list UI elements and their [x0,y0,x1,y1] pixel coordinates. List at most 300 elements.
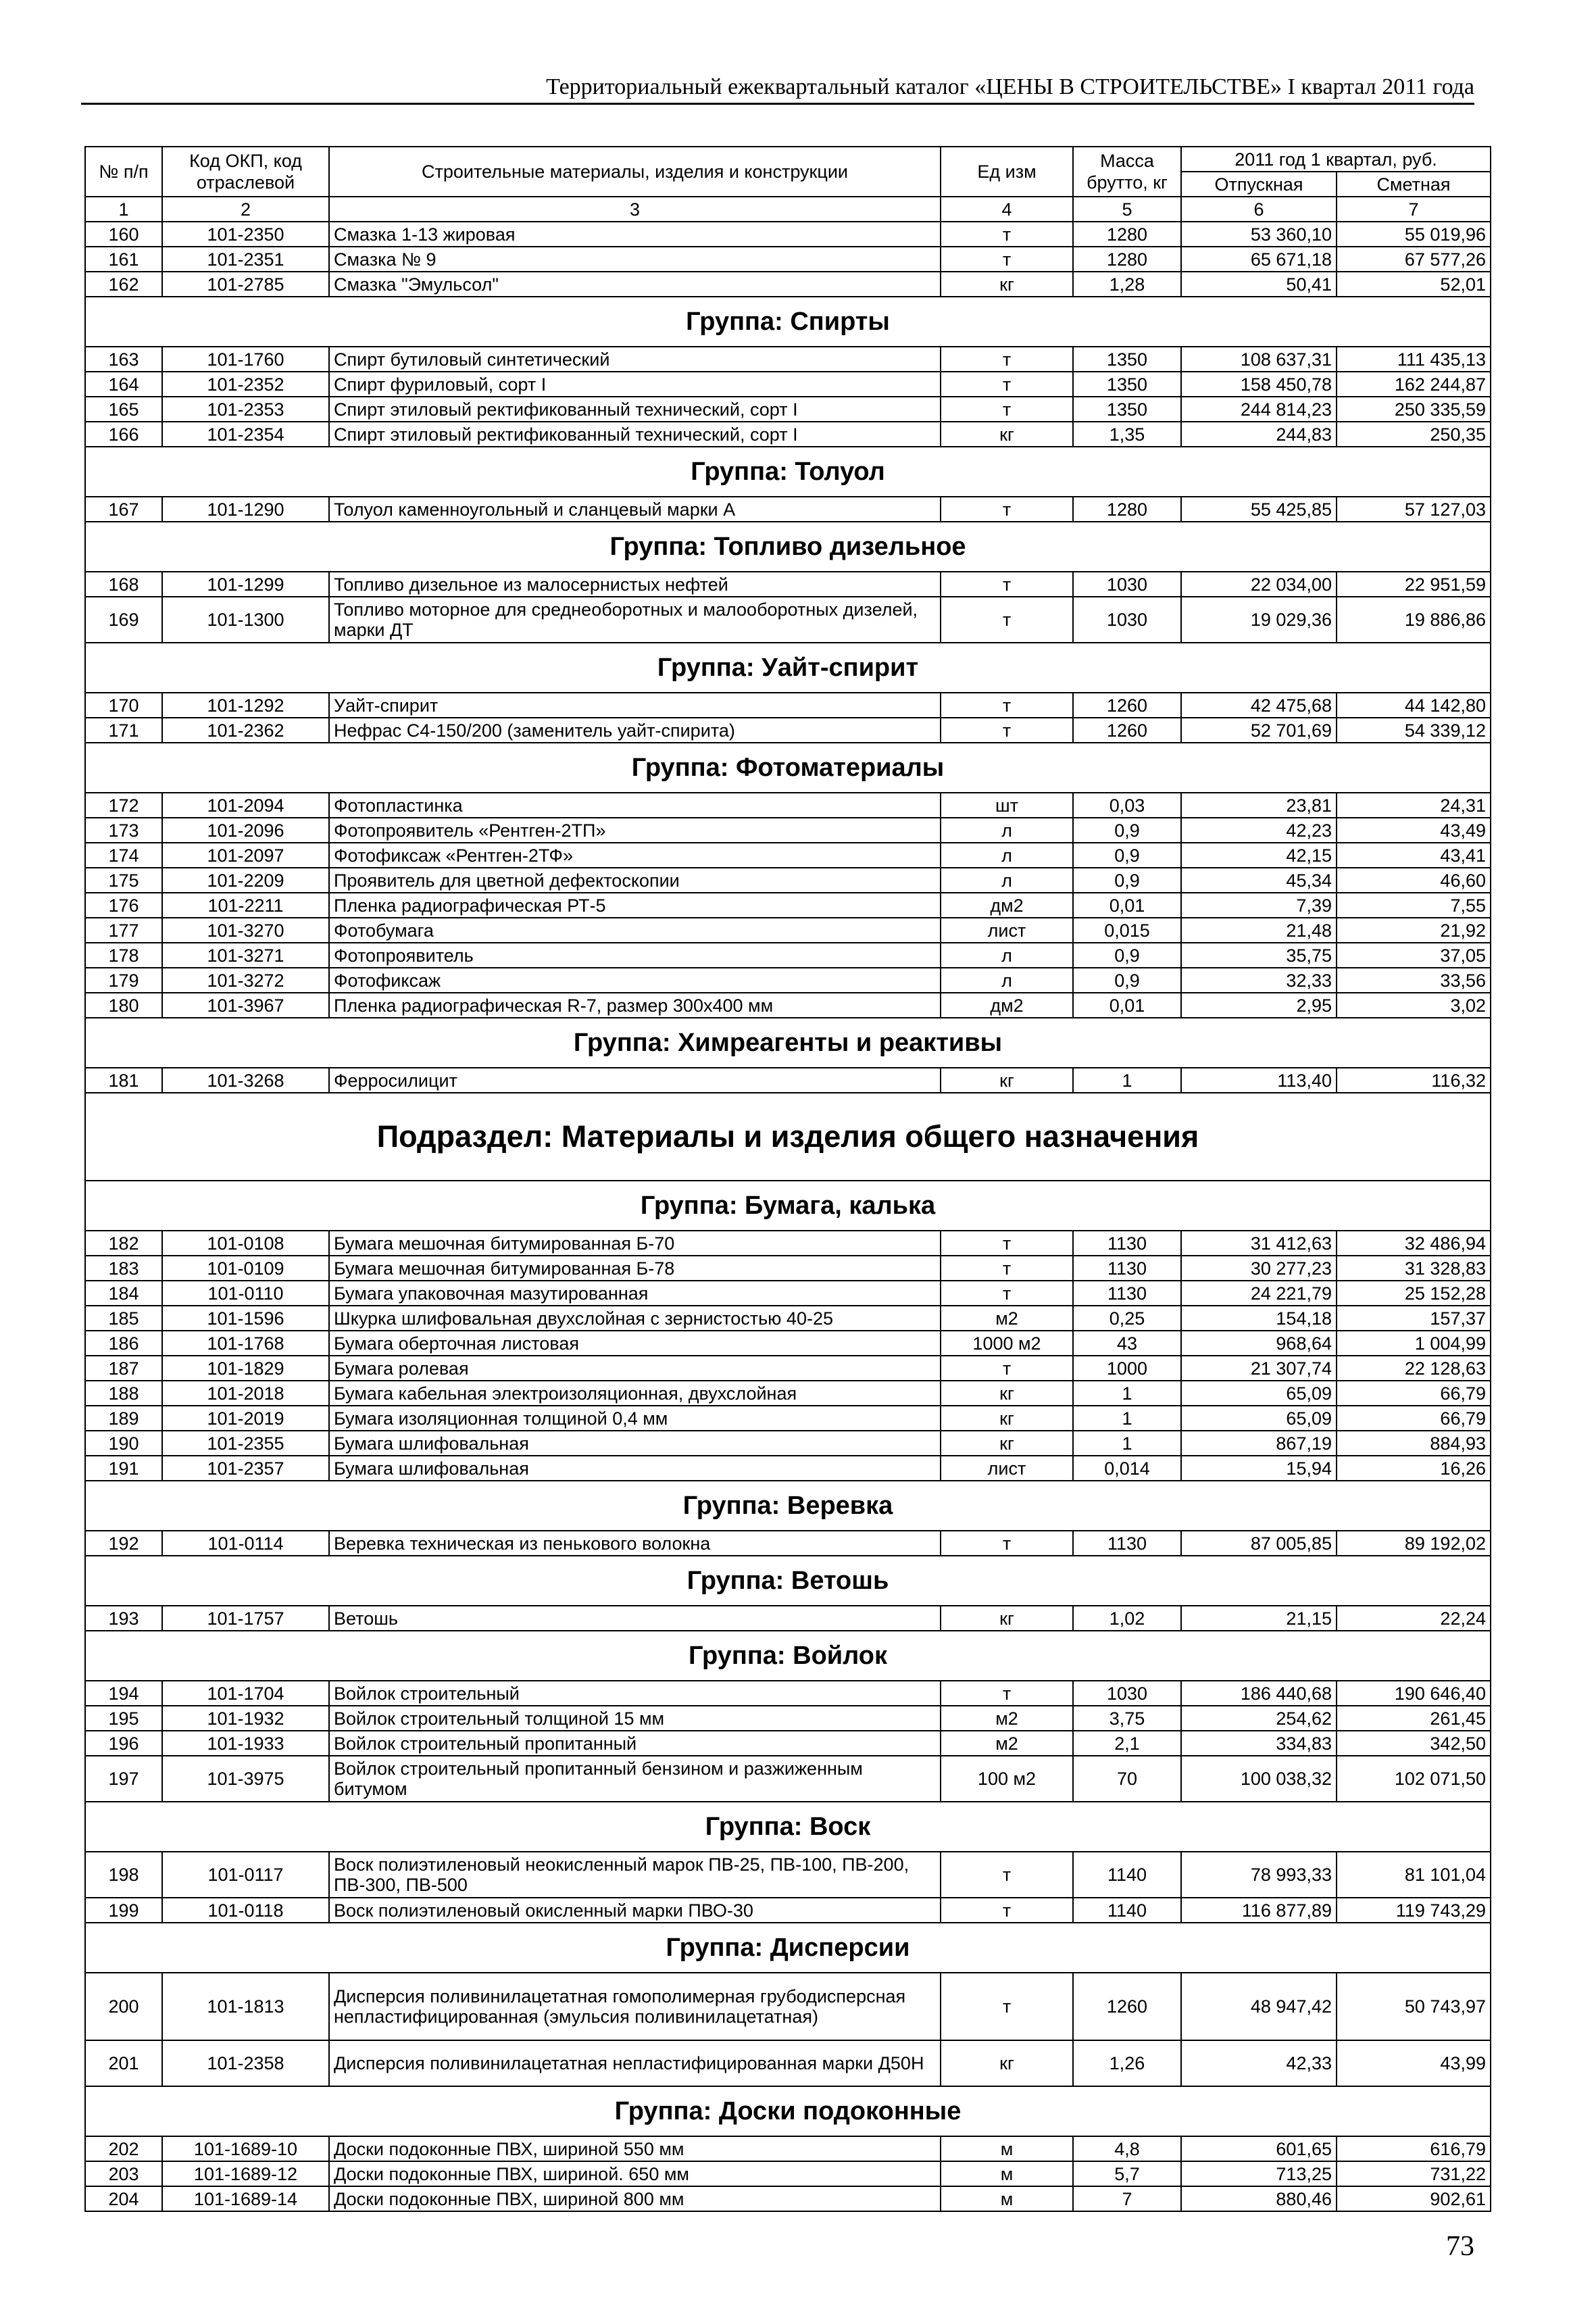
cell-release-price: 880,46 [1181,2186,1337,2211]
cell-name: Бумага изоляционная толщиной 0,4 мм [329,1406,941,1431]
cell-mass: 1130 [1073,1256,1181,1281]
cell-num: 178 [85,943,162,968]
group-title: Группа: Веревка [85,1481,1491,1531]
cell-release-price: 334,83 [1181,1731,1337,1756]
cell-code: 101-1292 [162,693,329,718]
cell-estimate-price: 22,24 [1337,1606,1491,1631]
cell-name: Бумага мешочная битумированная Б-70 [329,1231,941,1256]
table-row [85,1731,1491,1756]
cell-estimate-price: 43,49 [1337,818,1491,843]
cell-code: 101-2209 [162,868,329,893]
table-row [85,1852,1491,1898]
cell-num: 160 [85,222,162,247]
cell-name: Бумага оберточная листовая [329,1331,941,1356]
table-row [85,868,1491,893]
cell-code: 101-2353 [162,397,329,422]
cell-release-price: 154,18 [1181,1306,1337,1331]
table-row [85,1531,1491,1556]
column-number: 3 [329,197,941,222]
cell-name: Доски подоконные ПВХ, шириной. 650 мм [329,2161,941,2186]
cell-mass: 1,35 [1073,422,1181,447]
cell-unit: лист [941,918,1073,943]
cell-unit: м2 [941,1706,1073,1731]
cell-name: Проявитель для цветной дефектоскопии [329,868,941,893]
cell-estimate-price: 50 743,97 [1337,1973,1491,2040]
header-num: № п/п [85,147,162,197]
cell-unit: м2 [941,1306,1073,1331]
group-heading-row [85,743,1491,793]
table-row [85,222,1491,247]
group-title: Группа: Толуол [85,447,1491,497]
cell-release-price: 19 029,36 [1181,597,1337,643]
cell-unit: кг [941,1606,1073,1631]
cell-unit: т [941,1898,1073,1923]
table-row [85,422,1491,447]
cell-estimate-price: 261,45 [1337,1706,1491,1731]
cell-unit: т [941,222,1073,247]
cell-unit: т [941,1256,1073,1281]
header-unit: Ед изм [941,147,1073,197]
table-row [85,918,1491,943]
cell-code: 101-1813 [162,1973,329,2040]
cell-num: 185 [85,1306,162,1331]
table-row [85,818,1491,843]
cell-estimate-price: 43,41 [1337,843,1491,868]
cell-estimate-price: 342,50 [1337,1731,1491,1756]
cell-release-price: 31 412,63 [1181,1231,1337,1256]
cell-num: 191 [85,1456,162,1481]
column-number: 6 [1181,197,1337,222]
cell-estimate-price: 66,79 [1337,1381,1491,1406]
cell-unit: кг [941,422,1073,447]
cell-release-price: 244 814,23 [1181,397,1337,422]
cell-estimate-price: 46,60 [1337,868,1491,893]
cell-mass: 1260 [1073,693,1181,718]
cell-estimate-price: 616,79 [1337,2136,1491,2161]
cell-release-price: 713,25 [1181,2161,1337,2186]
cell-name: Пленка радиографическая R-7, размер 300х400 мм [329,993,941,1018]
table-row [85,1456,1491,1481]
cell-release-price: 244,83 [1181,422,1337,447]
cell-release-price: 116 877,89 [1181,1898,1337,1923]
cell-mass: 1350 [1073,372,1181,397]
cell-unit: т [941,397,1073,422]
cell-name: Войлок строительный толщиной 15 мм [329,1706,941,1731]
cell-release-price: 50,41 [1181,272,1337,297]
cell-code: 101-2096 [162,818,329,843]
cell-name: Топливо дизельное из малосернистых нефтей [329,572,941,597]
group-title: Группа: Спирты [85,297,1491,347]
cell-mass: 1,28 [1073,272,1181,297]
table-body [85,222,1491,2211]
cell-num: 176 [85,893,162,918]
cell-name: Войлок строительный пропитанный бензином и разжиженным битумом [329,1756,941,1802]
cell-mass: 1130 [1073,1231,1181,1256]
cell-num: 202 [85,2136,162,2161]
cell-estimate-price: 111 435,13 [1337,347,1491,372]
cell-num: 164 [85,372,162,397]
cell-name: Фотопроявитель [329,943,941,968]
cell-name: Доски подоконные ПВХ, шириной 800 мм [329,2186,941,2211]
table-row [85,993,1491,1018]
cell-estimate-price: 22 128,63 [1337,1356,1491,1381]
header-price-group: 2011 год 1 квартал, руб. [1181,147,1491,172]
column-number: 5 [1073,197,1181,222]
cell-release-price: 32,33 [1181,968,1337,993]
table-row [85,1431,1491,1456]
cell-mass: 0,03 [1073,793,1181,818]
table-row [85,793,1491,818]
cell-num: 168 [85,572,162,597]
cell-mass: 1280 [1073,497,1181,522]
cell-estimate-price: 16,26 [1337,1456,1491,1481]
cell-code: 101-2097 [162,843,329,868]
cell-release-price: 65 671,18 [1181,247,1337,272]
table-row [85,497,1491,522]
cell-name: Спирт фуриловый, сорт I [329,372,941,397]
cell-num: 186 [85,1331,162,1356]
cell-name: Фотопластинка [329,793,941,818]
cell-code: 101-1768 [162,1331,329,1356]
cell-unit: м2 [941,1731,1073,1756]
cell-estimate-price: 24,31 [1337,793,1491,818]
cell-num: 184 [85,1281,162,1306]
cell-release-price: 42 475,68 [1181,693,1337,718]
table-row [85,1381,1491,1406]
cell-unit: дм2 [941,893,1073,918]
cell-name: Шкурка шлифовальная двухслойная с зернистостью 40-25 [329,1306,941,1331]
group-heading-row [85,297,1491,347]
cell-mass: 3,75 [1073,1706,1181,1731]
cell-unit: л [941,943,1073,968]
table-row [85,2136,1491,2161]
cell-unit: т [941,693,1073,718]
cell-name: Бумага кабельная электроизоляционная, двухслойная [329,1381,941,1406]
cell-release-price: 42,23 [1181,818,1337,843]
cell-mass: 0,9 [1073,943,1181,968]
cell-code: 101-0110 [162,1281,329,1306]
group-heading-row [85,1181,1491,1231]
cell-code: 101-1290 [162,497,329,522]
table-row [85,1281,1491,1306]
cell-name: Веревка техническая из пенькового волокна [329,1531,941,1556]
cell-name: Нефрас С4-150/200 (заменитель уайт-спирита) [329,718,941,743]
cell-code: 101-0118 [162,1898,329,1923]
cell-num: 183 [85,1256,162,1281]
cell-name: Уайт-спирит [329,693,941,718]
table-row [85,597,1491,643]
cell-estimate-price: 32 486,94 [1337,1231,1491,1256]
cell-mass: 1,02 [1073,1606,1181,1631]
cell-num: 197 [85,1756,162,1802]
cell-release-price: 45,34 [1181,868,1337,893]
cell-release-price: 867,19 [1181,1431,1337,1456]
table-row [85,893,1491,918]
cell-unit: дм2 [941,993,1073,1018]
cell-unit: л [941,968,1073,993]
cell-estimate-price: 731,22 [1337,2161,1491,2186]
cell-num: 173 [85,818,162,843]
cell-unit: кг [941,1068,1073,1093]
cell-code: 101-3967 [162,993,329,1018]
cell-name: Войлок строительный пропитанный [329,1731,941,1756]
cell-release-price: 48 947,42 [1181,1973,1337,2040]
cell-name: Фотофиксаж [329,968,941,993]
cell-num: 166 [85,422,162,447]
cell-num: 169 [85,597,162,643]
cell-unit: м [941,2136,1073,2161]
cell-num: 187 [85,1356,162,1381]
cell-release-price: 100 038,32 [1181,1756,1337,1802]
cell-code: 101-1689-10 [162,2136,329,2161]
table-row [85,1681,1491,1706]
cell-release-price: 42,33 [1181,2040,1337,2086]
cell-name: Дисперсия поливинилацетатная гомополимерная грубодисперсная непластифицированная (эмульсия поливинилацетатная) [329,1973,941,2040]
cell-unit: т [941,497,1073,522]
group-title: Группа: Ветошь [85,1556,1491,1606]
cell-code: 101-1932 [162,1706,329,1731]
cell-release-price: 113,40 [1181,1068,1337,1093]
cell-name: Воск полиэтиленовый неокисленный марок ПВ-25, ПВ-100, ПВ-200, ПВ-300, ПВ-500 [329,1852,941,1898]
cell-mass: 0,01 [1073,993,1181,1018]
table-row [85,1068,1491,1093]
cell-code: 101-1760 [162,347,329,372]
cell-code: 101-3271 [162,943,329,968]
cell-code: 101-0117 [162,1852,329,1898]
cell-name: Пленка радиографическая РТ-5 [329,893,941,918]
cell-name: Фотофиксаж «Рентген-2ТФ» [329,843,941,868]
header-name: Строительные материалы, изделия и конструкции [329,147,941,197]
cell-estimate-price: 25 152,28 [1337,1281,1491,1306]
cell-name: Толуол каменноугольный и сланцевый марки А [329,497,941,522]
table-row [85,372,1491,397]
group-title: Группа: Топливо дизельное [85,522,1491,572]
cell-estimate-price: 52,01 [1337,272,1491,297]
cell-estimate-price: 66,79 [1337,1406,1491,1431]
cell-unit: кг [941,1381,1073,1406]
cell-release-price: 22 034,00 [1181,572,1337,597]
table-row [85,1898,1491,1923]
cell-num: 201 [85,2040,162,2086]
cell-code: 101-2355 [162,1431,329,1456]
cell-code: 101-1689-12 [162,2161,329,2186]
cell-code: 101-3272 [162,968,329,993]
cell-code: 101-2350 [162,222,329,247]
cell-num: 172 [85,793,162,818]
cell-code: 101-0114 [162,1531,329,1556]
cell-name: Ветошь [329,1606,941,1631]
cell-name: Топливо моторное для среднеоборотных и малооборотных дизелей, марки ДТ [329,597,941,643]
price-table [84,146,1491,2212]
cell-num: 167 [85,497,162,522]
cell-unit: м [941,2161,1073,2186]
table-row [85,1231,1491,1256]
cell-mass: 0,014 [1073,1456,1181,1481]
cell-release-price: 42,15 [1181,843,1337,868]
table-row [85,2161,1491,2186]
cell-mass: 1130 [1073,1281,1181,1306]
cell-num: 170 [85,693,162,718]
cell-unit: т [941,1231,1073,1256]
cell-mass: 1280 [1073,247,1181,272]
column-number: 1 [85,197,162,222]
table-row [85,247,1491,272]
cell-mass: 1,26 [1073,2040,1181,2086]
cell-estimate-price: 37,05 [1337,943,1491,968]
cell-num: 204 [85,2186,162,2211]
group-title: Группа: Дисперсии [85,1923,1491,1973]
cell-unit: л [941,818,1073,843]
cell-estimate-price: 3,02 [1337,993,1491,1018]
table-row [85,968,1491,993]
cell-estimate-price: 57 127,03 [1337,497,1491,522]
cell-mass: 70 [1073,1756,1181,1802]
group-title: Группа: Уайт-спирит [85,643,1491,693]
cell-release-price: 23,81 [1181,793,1337,818]
page-header-title: Территориальный ежеквартальный каталог «ЦЕНЫ В СТРОИТЕЛЬСТВЕ» I квартал 2011 года [81,74,1474,105]
cell-estimate-price: 102 071,50 [1337,1756,1491,1802]
cell-release-price: 21,48 [1181,918,1337,943]
cell-estimate-price: 119 743,29 [1337,1898,1491,1923]
cell-num: 190 [85,1431,162,1456]
cell-release-price: 254,62 [1181,1706,1337,1731]
table-row [85,1706,1491,1731]
group-title: Группа: Химреагенты и реактивы [85,1018,1491,1068]
cell-code: 101-2094 [162,793,329,818]
cell-unit: т [941,572,1073,597]
cell-name: Спирт бутиловый синтетический [329,347,941,372]
cell-release-price: 968,64 [1181,1331,1337,1356]
table-row [85,397,1491,422]
cell-unit: т [941,347,1073,372]
cell-unit: т [941,1852,1073,1898]
cell-unit: т [941,1973,1073,2040]
cell-release-price: 7,39 [1181,893,1337,918]
cell-mass: 0,9 [1073,818,1181,843]
cell-release-price: 52 701,69 [1181,718,1337,743]
table-row [85,1331,1491,1356]
cell-estimate-price: 67 577,26 [1337,247,1491,272]
table-row [85,1973,1491,2040]
cell-code: 101-1689-14 [162,2186,329,2211]
cell-mass: 1280 [1073,222,1181,247]
cell-code: 101-3268 [162,1068,329,1093]
cell-unit: кг [941,1431,1073,1456]
cell-code: 101-2785 [162,272,329,297]
cell-code: 101-1300 [162,597,329,643]
cell-mass: 4,8 [1073,2136,1181,2161]
table-row [85,347,1491,372]
table-row [85,843,1491,868]
cell-name: Смазка № 9 [329,247,941,272]
table-row [85,1756,1491,1802]
cell-code: 101-1757 [162,1606,329,1631]
cell-code: 101-0108 [162,1231,329,1256]
table-row [85,572,1491,597]
cell-code: 101-2211 [162,893,329,918]
cell-release-price: 601,65 [1181,2136,1337,2161]
cell-estimate-price: 54 339,12 [1337,718,1491,743]
cell-num: 198 [85,1852,162,1898]
cell-code: 101-2357 [162,1456,329,1481]
cell-code: 101-2362 [162,718,329,743]
cell-release-price: 65,09 [1181,1381,1337,1406]
group-title: Группа: Бумага, калька [85,1181,1491,1231]
header-estimate-price: Сметная [1337,172,1491,197]
cell-code: 101-3975 [162,1756,329,1802]
column-number: 4 [941,197,1073,222]
table-row [85,718,1491,743]
table-row [85,693,1491,718]
cell-num: 163 [85,347,162,372]
cell-unit: 100 м2 [941,1756,1073,1802]
cell-estimate-price: 190 646,40 [1337,1681,1491,1706]
group-title: Группа: Доски подоконные [85,2086,1491,2136]
cell-estimate-price: 884,93 [1337,1431,1491,1456]
cell-release-price: 108 637,31 [1181,347,1337,372]
cell-estimate-price: 89 192,02 [1337,1531,1491,1556]
cell-unit: т [941,1356,1073,1381]
cell-name: Ферросилицит [329,1068,941,1093]
cell-num: 180 [85,993,162,1018]
cell-mass: 1 [1073,1381,1181,1406]
cell-unit: т [941,597,1073,643]
cell-estimate-price: 250,35 [1337,422,1491,447]
cell-unit: т [941,1281,1073,1306]
cell-num: 195 [85,1706,162,1731]
cell-mass: 1030 [1073,597,1181,643]
cell-unit: т [941,247,1073,272]
group-heading-row [85,2086,1491,2136]
cell-unit: шт [941,793,1073,818]
group-heading-row [85,1556,1491,1606]
cell-num: 196 [85,1731,162,1756]
cell-code: 101-1299 [162,572,329,597]
cell-estimate-price: 116,32 [1337,1068,1491,1093]
cell-code: 101-2019 [162,1406,329,1431]
cell-estimate-price: 43,99 [1337,2040,1491,2086]
cell-num: 182 [85,1231,162,1256]
cell-mass: 1030 [1073,572,1181,597]
cell-unit: 1000 м2 [941,1331,1073,1356]
header-mass: Масса брутто, кг [1073,147,1181,197]
cell-mass: 1130 [1073,1531,1181,1556]
cell-num: 200 [85,1973,162,2040]
cell-unit: т [941,718,1073,743]
cell-num: 189 [85,1406,162,1431]
cell-mass: 1 [1073,1068,1181,1093]
cell-mass: 1350 [1073,347,1181,372]
group-heading-row [85,1631,1491,1681]
cell-name: Фотопроявитель «Рентген-2ТП» [329,818,941,843]
cell-num: 177 [85,918,162,943]
cell-name: Спирт этиловый ректификованный технический, сорт I [329,397,941,422]
cell-code: 101-1829 [162,1356,329,1381]
cell-name: Спирт этиловый ректификованный технический, сорт I [329,422,941,447]
cell-num: 161 [85,247,162,272]
header-release-price: Отпускная [1181,172,1337,197]
cell-num: 193 [85,1606,162,1631]
cell-estimate-price: 44 142,80 [1337,693,1491,718]
cell-name: Бумага ролевая [329,1356,941,1381]
cell-num: 162 [85,272,162,297]
table-row [85,1256,1491,1281]
cell-mass: 0,25 [1073,1306,1181,1331]
table-row [85,1306,1491,1331]
cell-unit: кг [941,2040,1073,2086]
cell-code: 101-1596 [162,1306,329,1331]
cell-estimate-price: 7,55 [1337,893,1491,918]
